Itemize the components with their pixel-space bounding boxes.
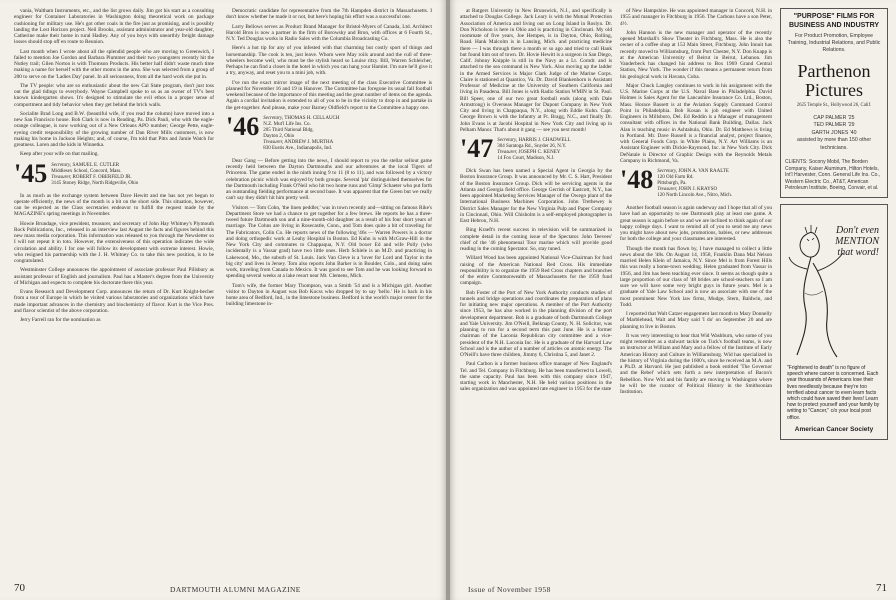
- class-year: '46: [226, 111, 260, 141]
- left-column-2: [226, 8, 432, 574]
- paragraph: I reported that Walt Catzer engagement last month to Mary Donnelly of Marblehead, Walt and Mary said 'I do' on September 20 and are planning to live in Boston.: [620, 311, 772, 330]
- left-column-1: [14, 8, 214, 574]
- paragraph: Paul Carbon is a former business office manager of New England's Tel. and Tel. Company in Fitchburg. He has been transferred to Lowell, the same capacity. Paul has been with this company since 1947, starting work in Manchester, N.H. He held various positions in the sales organization and was appointed rate engineer in 1953 for the state: [460, 361, 612, 393]
- right-column-1: [460, 8, 612, 574]
- ad-heading: "PURPOSE" FILMS FOR BUSINESS AND INDUSTRY: [788, 13, 880, 29]
- page-number: 71: [876, 582, 887, 594]
- ad-address: 2625 Temple St., Hollywood 26, Calif.: [796, 103, 872, 108]
- paragraph: Democratic candidate for representative from the 7th Hampden district in Massachusetts. I don't know whether he made it or not, but here's hoping his effort was a successful one.: [226, 8, 432, 21]
- paragraph: Willard Wood has been appointed National Vice-Chairman for fund raising of the American National Red Cross. His immediate responsibility is to organize the 1959 Red Cross chapters and branches of the entire Commonwealth of Massachusetts for the 1959 fund campaign.: [460, 255, 612, 287]
- class-heading-47: [460, 134, 612, 163]
- paragraph: at Rutgers University in New Brunswick, N.J., and specifically is attached to Douglas College. Jack Leary is with the Mutual Protection Association of America and living out on Long Island in Roslyn. Dr. Don Nicholson is here in Ohio and is practicing in Cincinnati. My old roommate of five years, Joe Hempes, is in Dayton, Ohio, Rolling, Road. Hank Malcolm is in Lansing, Mich. and practicing medicine there — I was through there a month or so ago and tried to call Hank but found him out of town. Dr. Hovie Hewitt is a surgeon in San Diego, Calif. Johnny Knipple is still in the Navy as a Lt. Comdr. and is attached to the sea command in New York. Also moving up the ladder in the Armed Services is Major Clark Judge of the Marine Corps. Claire is stationed at Quantico, Va. Dr. David Blankenhorn is Assistant Professor of Medicine at the University of Southern California and living in Pasadena. Bill Jones is with Radio Station WMIN in St. Paul. Bill Speer, one of our two great football ends (along with Dale Armstrong) is Overseas Manager for Dupont Company in New York City and living in Chappaqua, N.Y., along with Eddie Kuhn. Capt. George Brown is with the Infantry at Ft. Bragg, N.C., and finally Dr. John Evans is at Jacobi Hospital in New York City and living up in Pelham Manor. That's about it gang — see you next month!: [460, 8, 612, 133]
- ad-staff-list: [785, 115, 883, 152]
- class-heading-46: [226, 111, 432, 152]
- class-officers: Secretary, JOHN A. VAN RAALTE 120 Old Farm Rd. Pittsburgh, Pa. Treasurer, JOHN J. KRAYSO 120 North Lincoln Ave., Nitro, Mich.: [657, 169, 732, 198]
- right-column-2: [620, 8, 772, 574]
- paragraph: Major Chuck Langley continues to work in his assignment with the U.S. Marine Corps at the U.S. Naval Base in Philadelphia. David Holmes is Sales Agent for the Lancashire Insurance Co. Ltd., Boston, Mass. Horace Bassett is at the Aviation Supply Command Control Point in Philadelphia. Bob Kosan is job engineer with United Engineers in Millsboro, Del. Ed Reddin is a Manager of management consultant with offices in the National Bank Building, Dallas. Jack Alan is teaching music in Ashtabula, Ohio. Dr. Ed Matthews is living in Portland. Mr. Dave Russell is a financial analyst, project finance, with General Foods Corp. in White Plains, N.Y. Art Williams is an Assistant Engineer with Dickie-Raymond, Inc. in New York City. Dick DeNatale is Director of Graphic Design with the Reynolds Metals Company in Richmond, Va.: [620, 82, 772, 164]
- paragraph: Dick Swan has been named a Special Agent in Georgia by the Boston Insurance Group. It was announced by Mr. C. S. Hart, President of the Boston Insurance Group. Dick will be servicing agents in the Atlanta and Georgia field office. George Gerrish of Eastcott, N.Y., has been appointed Marketing Services Manager of the Owego plant of the International Business Machines Corporation. John Trethewey is District Sales Manager for the New Virginia Pulp and Paper Company in Cincinnati, Ohio. Will Chisholm is a self-employed photographer in East Hebron, N.H.: [460, 168, 612, 224]
- paragraph: Westminster College announces the appointment of associate professor Paul Pillsbury as assistant professor of English and journalism. Paul has a Master's degree from the University of Michigan and expects to complete his doctorate there this year.: [14, 267, 214, 286]
- right-page: [450, 0, 896, 600]
- paragraph: Larry Bellows serves as Product Brand Manager for Bristol-Myers of Canada, Ltd. Architect Harold Bron is now a partner in the firm of Borowsky and Bron, with offices at 6 Fourth St., N.Y. Ted Douglas works in Radio Sales with the Columbia Broadcasting Co.: [226, 23, 432, 42]
- staff-note: assisted by more than 150 other technicians.: [796, 137, 872, 151]
- advertisement-column: [780, 8, 888, 440]
- class-officers: Secretary, HARRIS J. CHADWELL 304 Saratoga Rd., Snyder 26, N.Y. Treasurer, JOSEPH C. KENEY 14 Fox Court, Madison, N.J.: [497, 138, 571, 161]
- paragraph: Howie Brundage, vice president, treasurer, and secretary of John Hay Whitney's Plymouth Rock Publications, Inc., released in an interview last August the facts and figures behind this new mass media corporation. This information was released to you through the Newsletter so I will not repeat it in toto. However, the extensiveness of this operation indicates the wide circulation and ability. I for one will follow its development with extreme interest. Howie, who resigned his partnership with the J. H. Whitney Co. to take this new position, is to be congratulated.: [14, 220, 214, 264]
- class-year: '47: [460, 134, 494, 163]
- paragraph: Bing Kraeft's recent success in television will be summarized in complete detail in the coming issue of the Spectator. John Teevees' chief of the '46 phenomenal Tour marine which will provide good reading in the coming Spectator. So, stay tuned.: [460, 227, 612, 252]
- paragraph: Jerry Farrell ran for the nomination as: [20, 317, 101, 323]
- parthenon-pictures-ad: [780, 8, 888, 198]
- ad-clients: CLIENTS: Socony Mobil, The Borden Company, Kaiser Aluminum, Hilton Hotels, Int'l Harvester, Conn. General Life Ins. Co., Western Electric Co., AT&T, American Petroleum Institute, Boeing, Convair, et al.: [785, 159, 881, 192]
- ad-tagline: Don't even MENTION that word!: [835, 225, 879, 258]
- class-officers: Secretary, SAMUEL E. CUTLER Middlesex School, Concord, Mass. Treasurer, ROBERT F. OBERFELD JR. 3145 Stoney Ridge, North Ridgeville, Ohio: [51, 162, 139, 186]
- cancer-society-ad: [780, 204, 888, 440]
- paragraph: Evans Research and Development Corp. announces the return of Dr. Kurt Knight-becher from a tour of Europe in which he visited various laboratories and organizations which have made important advances in the chemistry and biochemistry of flavor. Kurt is the Vice Pres. and flavor scientist of the above corporation.: [14, 289, 214, 314]
- ad-copy: "Frightened to death" is no figure of speech where cancer is concerned. Each year thousands of Americans lose their lives needlessly because they're too terrified about cancer to even learn facts which could have saved their lives! Learn how to protect yourself and your family by writing to "Cancer," c/o your local post office.: [787, 365, 880, 421]
- paragraph: of New Hampshire. He was appointed manager in Concord, N.H. in 1955 and manager in Fitchburg in 1956. The Carbons have a son Peter, 4½.: [620, 8, 772, 27]
- paragraph: John Hannon is the new manager and operator of the recently opened Marshall's Show Theater in Fitchburg, Mass. He is also the owner of a coffee shop at 153 Main Street, Fitchburg. John Innuit has recently moved to Williamsburg, from Port Chester, N.Y. Don Knapp is at the American University of Beirut in Beirut, Lebanon. Jim Vanderbeck has changed his address to Box 1969 Grand Central Station, New York. The wonder if this means a permanent return from his geological work in Havana, Cuba.: [620, 29, 772, 80]
- paragraph: vania, Waltham Instruments, etc., and the list grows daily. Jim got his start as a consulting engineer for Container Laboratories in Washington doing theoretical work on package cushioning for military use. He's got other coals in the fire just as promising, and is possibly landing the Lost Horizon project. Neil Brooks, assistant administrator and year-old daughter, Catherine make their home in rural Hadley. Any of you boys with unearthly freight damage losses should stop off en route to Reunion.: [14, 8, 214, 46]
- paragraph: The TV people: who are so enthusiastic about the new Cal State program, don't just toss out the glad tidings to everybody. Wayne Campbell spoke to us as an owner of TV's best known kindergarten shows. It's designed to stimulate the evil ethos in a proper sense of comportment and tidy behavior when they get behind the brick walls.: [14, 82, 214, 108]
- paragraph: Bob Foster of the Port of New York Authority conducts studies of tunnels and bridge operations and coordinates the preparation of plans for initiating new major operations. A member of the Port Authority since 1953, he has also worked in the planning division of the port development department. Bob is a graduate of both Dartmouth College and Yale University. Jim O'Neill, Belknap County, N. H. Solicitor, was planning to run for a second term this past June. He is a former chairman of the Laconia Republican city committee and a vice-president of the N.H. Laconia Inc. He is a graduate of the Harvard Law School and is the author of a number of articles on atomic energy. The O'Neill's have three children, Jimmy 6, Christina 5, and Janet 2.: [460, 289, 612, 358]
- class-heading-45: [14, 158, 214, 188]
- class-year: '45: [14, 158, 48, 188]
- class-heading-48: [620, 165, 772, 199]
- ad-organization: American Cancer Society: [794, 426, 874, 433]
- magazine-footer: DARTMOUTH ALUMNI MAGAZINE: [170, 585, 301, 594]
- ad-subline: For Product Promotion, Employee Training, Industrial Relations, and Public Relations.: [787, 33, 881, 53]
- paragraph: Socialite Brad Long and B.W. (beautiful wife, if you read the column) have moved into a new San Francisco house. Bob Clark is now in Reading, Pa. Dick Pauli, who with the eagle-orange colleague, is now working out of a New Orleans APO number; George Pette, eagle-eyeing credit responsibility of the growing number of Dan River Mills customers, is now making his home in Jackson Heights; and, of course, I'm told that Pitts and Jamie Watch for greatness. Loren and the kids in Winnetka.: [14, 110, 214, 148]
- paragraph: Though the month has flown by, I have managed to collect a little news about the '48s. On August 14, 1958, Franklin Dana Mal Nelson married Helen Klein of Jamaica, N.Y. Since Mel is from Forest Hills this was really a home-town wedding. Helen graduated from Vassar in 1956, and Jim has been teaching ever since. It seems as though quite a large proportion of our class of '48 brides are school-teachers so I am sure we will have some very bright guys in future years. Mel is a graduate of Yale Law School and is now an associate with one of the most prominent New York law firms, Mudge, Stern, Baldwin, and Todd.: [620, 245, 772, 308]
- issue-footer: Issue of November 1958: [468, 585, 551, 594]
- left-page: [0, 0, 446, 600]
- paragraph: Dear Gang — Before getting into the news, I should report to you the stellar sellout game recently held between the Dayton Dartmouths and our adventures at the local Tigers of Princeton. The game ended in the ninth inning 9 to 11 (8 to 11), and was followed by a victory celebration picnic which was enjoyed by both groups. Several 'pla' distinguished themselves for the Dartmouth including Frank O'Neil who hit two home runs and 'Gimp' Schaeter who put forth an outstanding fielding performance at second base. It was apparent that the Green but we really can't say they didn't hit him pretty well.: [226, 157, 432, 202]
- paragraph: In as much as the exchange system between Dave Hewitt and me has not yet begun to operate efficiently, the news of the month is a bit on the short side. This situation, however, can be expected as the Class secretaries endeavor to fulfill the request made by the MAGAZINE's spring meetings in November.: [14, 192, 214, 218]
- paragraph: Tom's wife, the former Mary Thompson, was a Smith '54 and is a Michigan girl. Another visitor to Dayton in August was Bob Kocss who dropped by to say 'hello.' He is back in his home area of Bedford, Ind., in the limestone business. Bedford is the world's major center for the building limestone in-: [226, 282, 432, 308]
- paragraph: Keep after your wife on that mailing.: [20, 151, 99, 158]
- page-number: 70: [14, 582, 25, 594]
- ad-company-name: Parthenon Pictures: [797, 61, 871, 100]
- paragraph: Last month when I wrote about all the splendid people who are moving to Greenwich, I failed to mention Joe Gordon and Barbara Plummer and their two youngsters recently hit the Nutley trail; Gilen Norton is with Thomson Products. His better half didn't waste much time making a name for herself with the other moms in the area. She was selected from a group of 200 to serve on the 'Ladies Day' panel. In all seriousness, from all the hard work she put in.: [14, 48, 214, 80]
- staff-member: CAP PALMER '25: [813, 115, 855, 121]
- paragraph: Here's a hot tip for any of you infested with that charming but costly sport of things and horsemanship. The cook is ten, just leave. Whom were May roils around and the cull of three-wheelers become well, who must be the stylish heard so Louise ritzy. Bill, Warren Schleicher, Perhaps he can find a closet in the hotel in which you can hang your Hamlet. I'm sure he'll give it a try, anyway, and reset you to a mini job, with.: [226, 45, 432, 77]
- staff-member: TED PALMER '29: [813, 122, 855, 129]
- paragraph: Another football season is again underway and I hope that all of you have had an opportunity to see Dartmouth play at least one game. A great season is again before us and we are inclined to think again of our happy college days. I want to remind all of you to send me any news you might have about new jobs, promotions, babies, or new addresses for both the college and your classmates are interested.: [620, 205, 772, 243]
- class-officers: Secretary, THOMAS H. CELLAUCH N.Z. Mut'l Life Ins. Co. 205 Third National Bldg. Dayton 2, Ohio Treasurer, ANDREW J. MURTHA 830 Eustis Ave., Indianapolis, Ind.: [263, 115, 340, 151]
- class-year: '48: [620, 165, 654, 194]
- paragraph: It was very interesting to hear that Wid Washburn, who some of you might remember as a stalwart tackle on Tuck's football teams, is now an instructor at William and Mary and a fellow of the Institute of Early American History and Culture in Williamsburg. Wid has specialized in the history of Virginia during the 1600's, since he received an M.A. and a Ph.D. at Harvard. He just published a book entitled 'The Governor and the Rebel' which sets forth a new interpretation of Bacon's Rebellion. Now Wid and his family are moving to Washington where he will be the curator of Political History in the Smithsonian Institution.: [620, 332, 772, 395]
- paragraph: Visitors — Tom Cohn, 'the linen peddler,' was in town recently and—sitting on famous Rike's Department Store we had a chance to get together for a few brews. He reports he has a three-tweed future Dartmouth son and a nine-month-old daughter as a result of his four short years of marriage. The Cohns are living in Rosecastle, Conn., and Tom does quite a bit of traveling for The Fabricators, Colin Co. He reports news of the following '46s — Warren Powers is a doctor and doing orthopedic work at Leahy Hospital in Boston. Ed Kuhn is with McGraw-Hill in the New York City and commutes to Chappaqua, N.Y. Old boxer Ed and wife Polly (who incidentally is a Vassar grad) have two little ones. Herb Schlele is an M.D. and practicing in Lakewood, Mo., the suburb of St. Louis. Jack Van Cleve is a 'lover for Lord and Taylor in the big city' and lives in Jersey. Tom also reports John Barker is in Boulder, Colo., and doing sales work, traveling from Canada to Mexico. It was good to see Tom and he was looking forward to spending several weeks at a lake resort near Mt. Clemens, Mich.: [226, 204, 432, 280]
- staff-member: GARTH JONES '40: [811, 129, 857, 136]
- paragraph: I've run the exact mirror image of the next meeting of the class Executive Committee is planned for November 16 and 19 in Hanover. The Committee has foregone its usual fall football weekend because of the importance of this meeting and the great number of items on the agenda. Again a cordial invitation is extended to all of you to be in the vicinity to drop in and partake in the get-together. And please, make your Barney Oldfield's report to the Committee a happy one.: [226, 79, 432, 111]
